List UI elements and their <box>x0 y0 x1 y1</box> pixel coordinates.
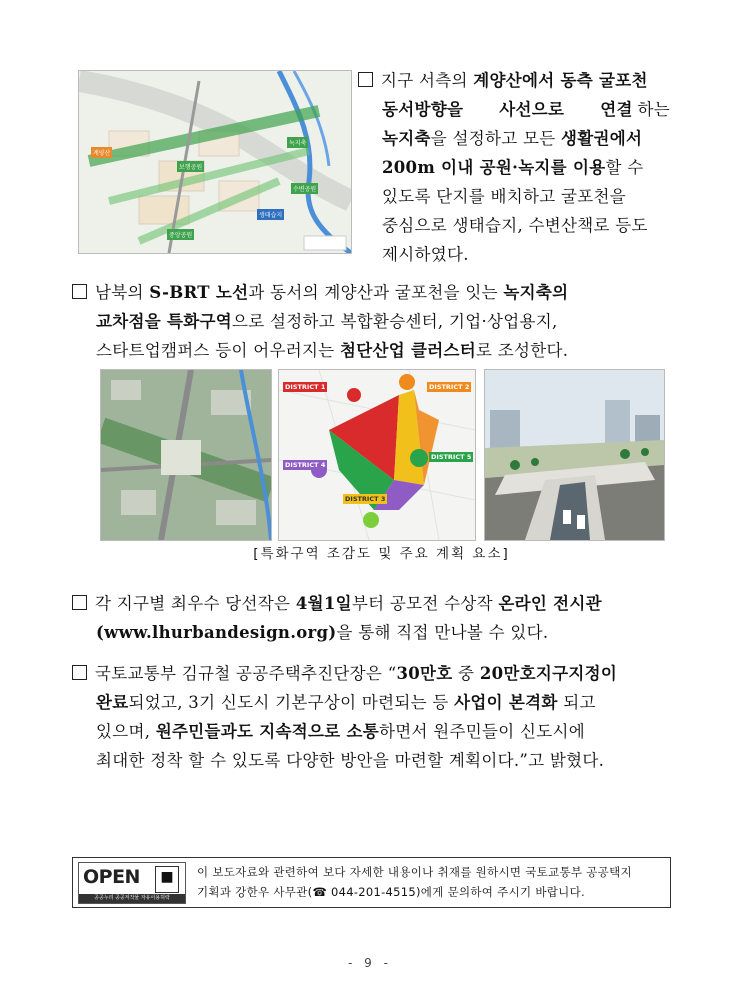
checkbox-square-icon <box>72 284 87 299</box>
text-segment-bold: 계양산에서 동측 굴포천 <box>473 71 648 90</box>
text-segment-bold: 사업이 본격화 <box>454 693 558 712</box>
transit-center-render-image <box>484 369 665 541</box>
map-label: 보행공원 <box>177 161 204 172</box>
text-segment: 으로 설정하고 복합환승센터, 기업·상업용지, <box>231 312 558 331</box>
section1-line <box>358 240 670 269</box>
map-illustration <box>79 71 351 253</box>
section1-line <box>358 182 670 211</box>
district-plan-image <box>278 369 476 541</box>
text-segment-bold: S-BRT 노선 <box>149 283 249 302</box>
map-label: 생태습지 <box>257 209 284 220</box>
text-segment: 국토교통부 김규철 공공주택추진단장은 “ <box>95 664 397 683</box>
text-segment: 되었고, 3기 신도시 기본구상이 마련되는 등 <box>128 693 455 712</box>
map-label: 중앙공원 <box>167 229 194 240</box>
text-segment: 남북의 <box>95 283 150 302</box>
contact-notice-text <box>197 862 667 902</box>
text-segment: 있으며, <box>96 722 156 741</box>
section2-paragraph <box>72 278 672 365</box>
text-segment-bold: 200m 이내 공원·녹지를 이용 <box>382 158 606 177</box>
section4-line <box>72 746 672 775</box>
section4-line <box>72 717 672 746</box>
text-segment-bold: 4월1일 <box>295 594 352 613</box>
text-segment: 하는 <box>637 100 670 119</box>
text-segment-bold: 첨단산업 클러스터 <box>339 341 476 360</box>
text-segment: 을 설정하고 모든 <box>430 129 562 148</box>
open-logo: OPEN <box>83 866 140 888</box>
checkbox-square-icon <box>72 595 87 610</box>
text-segment: 최대한 정착 할 수 있도록 다양한 방안을 마련할 계획이다.”고 밝혔다. <box>96 751 605 770</box>
checkbox-square-icon <box>72 665 87 680</box>
page-number: - 9 - <box>348 956 392 970</box>
green-axis-map-image <box>78 70 352 254</box>
text-segment: 부터 공모전 수상작 <box>351 594 499 613</box>
section3-line <box>72 589 672 618</box>
text-segment: 각 지구별 최우수 당선작은 <box>95 594 296 613</box>
text-segment: 있도록 단지를 배치하고 굴포천을 <box>382 187 626 206</box>
text-segment-bold: 녹지축 <box>382 129 431 148</box>
map-label: 계양산 <box>91 147 112 158</box>
notice-line: 기획과 강한우 사무관(☎ 044-201-4515)에게 문의하여 주시기 바랍니다. <box>197 885 585 899</box>
district-label: DISTRICT 5 <box>431 453 472 461</box>
section4-line <box>72 688 672 717</box>
notice-line: 이 보도자료와 관련하여 보다 자세한 내용이나 취재를 원하시면 국토교통부 공공택지 <box>197 865 632 879</box>
map-label: 녹지축 <box>287 137 308 148</box>
section1-line <box>358 66 670 95</box>
text-segment-bold: 20만호지구지정이 <box>479 664 618 683</box>
text-segment: 지구 서측의 <box>381 71 474 90</box>
checkbox-square-icon <box>358 72 373 87</box>
section2-line <box>72 307 672 336</box>
open-license-badge <box>78 862 186 904</box>
text-segment-bold: 원주민들과도 지속적으로 소통 <box>155 722 380 741</box>
open-license-subtext: 공공누리 공공저작물 자유이용허락 <box>79 894 185 903</box>
text-segment-bold: 30만호 <box>396 664 453 683</box>
text-segment-bold: 생활권에서 <box>561 129 643 148</box>
aerial-view-image <box>100 369 272 541</box>
map-label: 수변공원 <box>291 183 318 194</box>
district-label: DISTRICT 2 <box>429 383 470 391</box>
text-segment: 스타트업캠퍼스 등이 어우러지는 <box>96 341 340 360</box>
district-label: DISTRICT 3 <box>345 495 386 503</box>
text-segment: 을 통해 직접 만나볼 수 있다. <box>336 623 549 642</box>
person-icon: ■ <box>155 866 179 893</box>
text-segment-bold: 동서방향을 사선으로 연결 <box>382 100 633 119</box>
section3-line <box>72 618 672 647</box>
text-segment: 중심으로 생태습지, 수변산책로 등도 <box>382 216 648 235</box>
text-segment-bold: 완료 <box>96 693 129 712</box>
section1-line <box>358 95 670 124</box>
district-label: DISTRICT 1 <box>285 383 326 391</box>
text-segment-bold: 온라인 전시관 <box>498 594 602 613</box>
section4-line <box>72 659 672 688</box>
website-link[interactable]: (www.lhurbandesign.org) <box>96 623 337 642</box>
section1-line <box>358 211 670 240</box>
text-segment: 제시하였다. <box>382 245 469 264</box>
section1-line <box>358 153 670 182</box>
text-segment: 할 수 <box>605 158 644 177</box>
section2-line <box>72 336 672 365</box>
render-illustration <box>485 370 664 540</box>
section3-paragraph <box>72 589 672 647</box>
contact-notice-box <box>72 857 671 908</box>
text-segment: 중 <box>452 664 480 683</box>
text-segment: 로 조성한다. <box>475 341 569 360</box>
section4-paragraph <box>72 659 672 775</box>
text-segment: 되고 <box>557 693 596 712</box>
text-segment-bold: 녹지축의 <box>503 283 569 302</box>
text-segment-bold: 교차점을 특화구역 <box>96 312 232 331</box>
aerial-illustration <box>101 370 271 540</box>
section2-line <box>72 278 672 307</box>
text-segment: 하면서 원주민들이 신도시에 <box>379 722 585 741</box>
district-label: DISTRICT 4 <box>285 461 326 469</box>
text-segment: 과 동서의 계양산과 굴포천을 잇는 <box>248 283 504 302</box>
section1-paragraph <box>358 66 670 269</box>
figure-caption: [특화구역 조감도 및 주요 계획 요소] <box>253 546 510 562</box>
section1-line <box>358 124 670 153</box>
